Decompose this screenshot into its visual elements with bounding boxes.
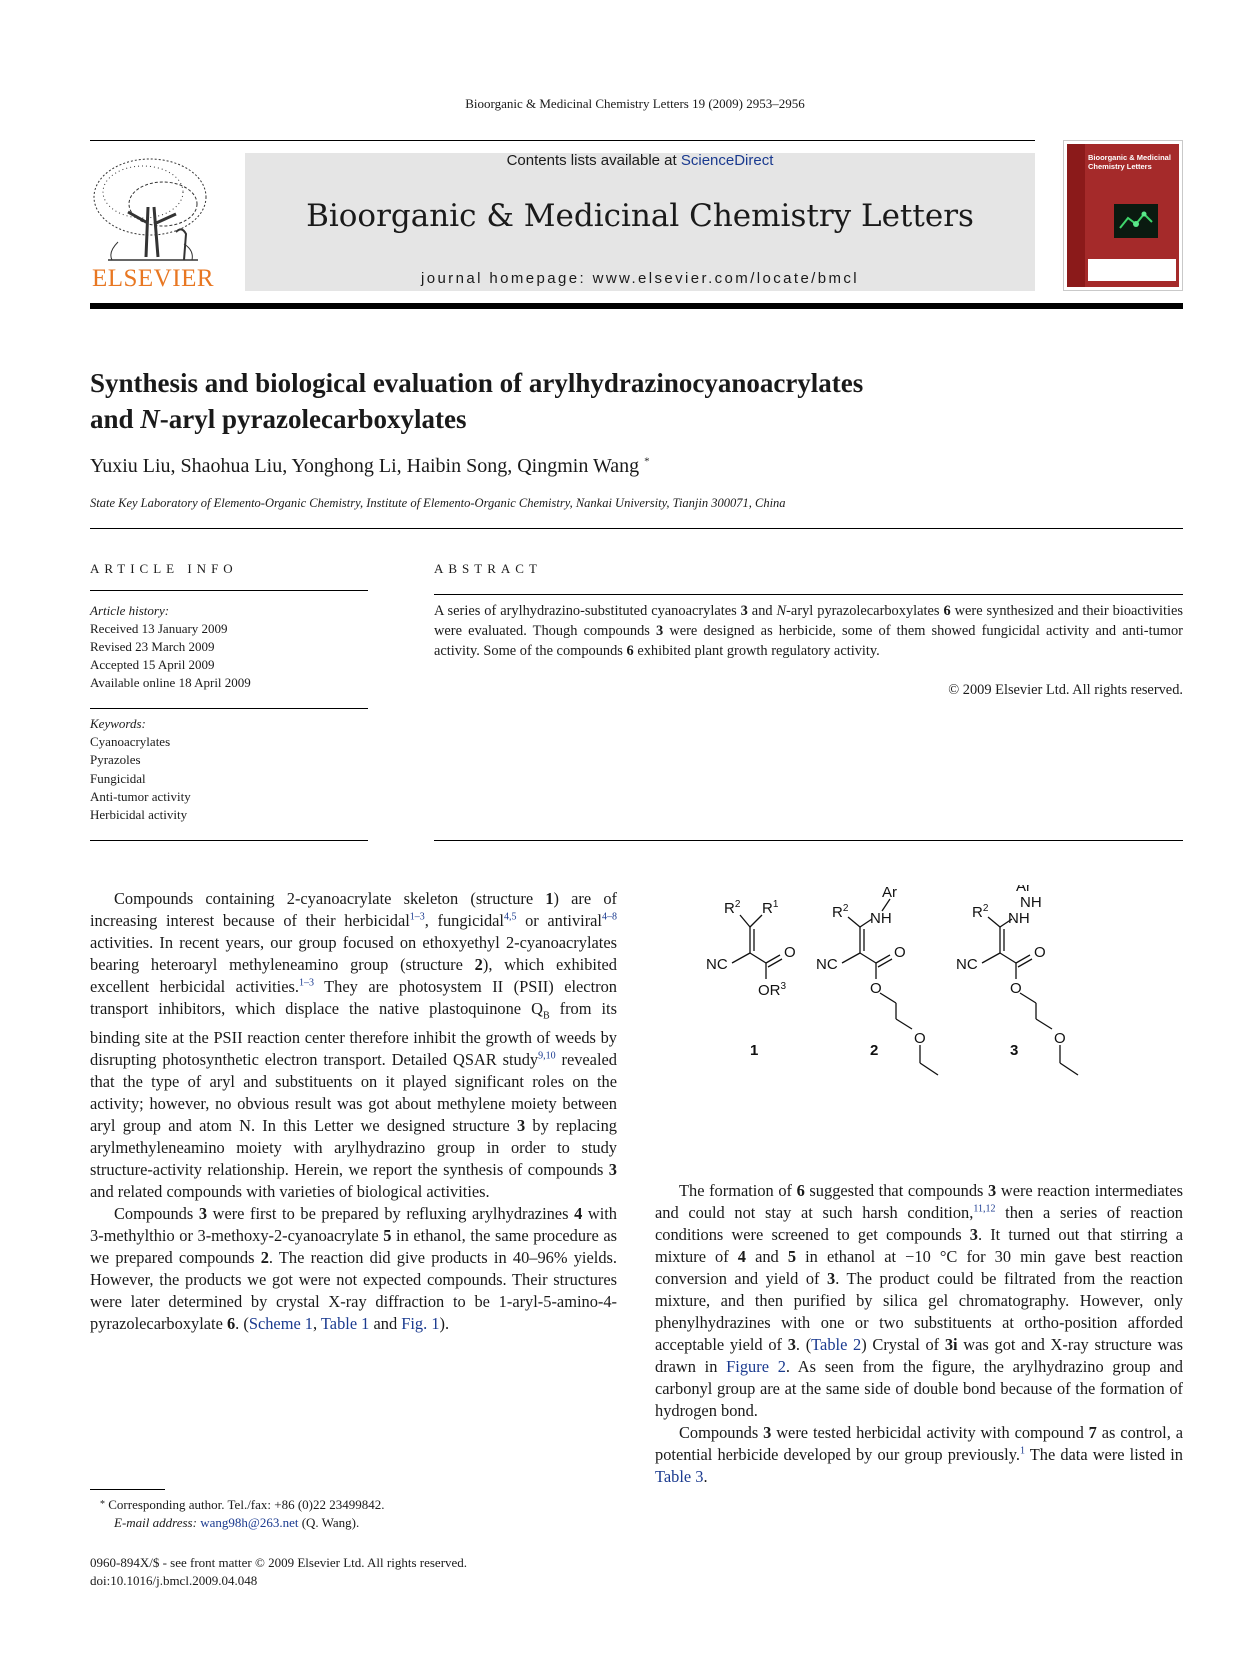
contents-label: Contents lists available at <box>506 152 681 169</box>
atom-o: O <box>870 980 882 997</box>
atom-o: O <box>914 1030 926 1047</box>
keywords-label: Keywords: <box>90 716 146 731</box>
atom-r2: $R^2$ <box>724 899 741 917</box>
elsevier-logo[interactable] <box>88 152 218 292</box>
history-accepted: Accepted 15 April 2009 <box>90 657 215 672</box>
elsevier-wordmark: ELSEVIER <box>91 265 215 292</box>
atom-r2: $R^2$ <box>972 903 989 921</box>
atom-o: O <box>1010 980 1022 997</box>
footnote-text: Corresponding author. Tel./fax: +86 (0)22 23499842. <box>108 1497 385 1512</box>
cover-footer <box>1088 259 1176 281</box>
corresponding-author-mark[interactable]: * <box>644 455 650 468</box>
atom-o: O <box>784 944 796 961</box>
table-2-link[interactable]: Table 2 <box>811 1335 862 1354</box>
atom-r1: $R^1$ <box>762 899 779 917</box>
journal-homepage[interactable]: journal homepage: www.elsevier.com/locate/bmcl <box>420 270 860 287</box>
abstract-copyright: © 2009 Elsevier Ltd. All rights reserved. <box>948 682 1183 698</box>
atom-o: O <box>894 944 906 961</box>
keyword-item: Cyanoacrylates <box>90 734 171 750</box>
author-list <box>90 455 650 478</box>
body-right-column <box>655 1180 1183 1488</box>
history-online: Available online 18 April 2009 <box>90 675 251 690</box>
scheme-1-link[interactable]: Scheme 1 <box>248 1314 314 1334</box>
abstract-rule-bottom <box>434 840 1183 841</box>
structure-label-1: 1 <box>750 1042 759 1059</box>
journal-title: Bioorganic & Medicinal Chemistry Letters <box>306 198 974 234</box>
atom-o: O <box>1054 1030 1066 1047</box>
citation-link[interactable]: 4,5 <box>503 911 517 923</box>
fig-1-link[interactable]: Fig. 1 <box>401 1314 440 1334</box>
article-info-heading: ARTICLE INFO <box>90 561 238 576</box>
citation-link[interactable]: 1–3 <box>409 911 425 923</box>
history-received: Received 13 January 2009 <box>90 621 228 636</box>
molecule-icon <box>1114 204 1158 238</box>
top-rule <box>90 140 1035 141</box>
atom-o: O <box>1034 944 1046 961</box>
article-history <box>90 602 251 692</box>
header-thick-rule <box>90 303 1183 309</box>
citation-link[interactable]: 11,12 <box>973 1203 996 1215</box>
structure-label-2: 2 <box>870 1042 879 1059</box>
doi-line[interactable]: doi:10.1016/j.bmcl.2009.04.048 <box>90 1573 258 1588</box>
keyword-item: Anti-tumor activity <box>90 788 191 804</box>
title-rest: -aryl pyrazolecarboxylates <box>159 404 467 434</box>
article-title <box>90 365 1090 437</box>
footnote-rule <box>90 1489 165 1490</box>
atom-r2: $R^2$ <box>832 903 849 921</box>
article-info-rule-mid <box>90 708 368 709</box>
footnote-mark: * <box>100 1499 105 1510</box>
body-left-column <box>90 888 617 1335</box>
keyword-item: Herbicidal activity <box>90 807 188 823</box>
atom-ar: Ar <box>1016 885 1031 895</box>
title-rule <box>90 528 1183 529</box>
abstract-rule-top <box>434 594 1183 595</box>
atom-or3: $OR^3$ <box>758 981 787 999</box>
title-line1: Synthesis and biological evaluation of arylhydrazinocyanoacrylates <box>90 368 864 398</box>
atom-nc: NC <box>816 956 838 973</box>
body-paragraph: Compounds 3 were tested herbicidal activity with compound 7 as control, a potential herbicide developed by our group previously.$^1$ The data were listed in Table 3. <box>655 1423 1184 1486</box>
affiliation: State Key Laboratory of Elemento-Organic Chemistry, Institute of Elemento-Organic Chemistry, Nankai University, Tianjin 300071, China <box>90 496 786 510</box>
atom-nc: NC <box>706 956 728 973</box>
citation-link[interactable]: 1 <box>1019 1445 1025 1457</box>
cover-spine <box>1067 144 1085 287</box>
abstract-text: A series of arylhydrazino-substituted cyanoacrylates 3 and N-aryl pyrazolecarboxylates 6 were synthesized and their bioactivities were evaluated. Though compounds 3 were designed as herbicide, some of them showed fungicidal activity and anti-tumor activity. Some of the compounds 6 exhibited plant growth regulatory activity. <box>434 603 1183 659</box>
corresponding-author-footnote <box>90 1496 385 1532</box>
atom-nh: NH <box>870 910 892 927</box>
email-label: E-mail address: <box>114 1515 201 1530</box>
structures-svg <box>700 885 1140 1105</box>
atom-nh: NH <box>1008 910 1030 927</box>
email-link[interactable]: wang98h@263.net <box>200 1515 299 1530</box>
cover-title-line2: Chemistry Letters <box>1088 162 1152 171</box>
structure-label-3: 3 <box>1010 1042 1019 1059</box>
abstract-heading: ABSTRACT <box>434 561 542 576</box>
title-italic-n: N <box>140 404 160 434</box>
table-3-link[interactable]: Table 3 <box>655 1467 704 1486</box>
atom-nh: NH <box>1020 894 1042 911</box>
keyword-item: Fungicidal <box>90 770 146 786</box>
email-suffix: (Q. Wang). <box>298 1515 360 1530</box>
history-label: Article history: <box>90 603 170 618</box>
authors-text: Yuxiu Liu, Shaohua Liu, Yonghong Li, Haibin Song, Qingmin Wang <box>90 455 640 477</box>
chemical-structures-figure <box>700 885 1140 1105</box>
cover-title <box>1088 153 1178 171</box>
keyword-item: Pyrazoles <box>90 752 141 768</box>
table-1-link[interactable]: Table 1 <box>320 1314 370 1334</box>
issn-line: 0960-894X/$ - see front matter © 2009 Elsevier Ltd. All rights reserved. <box>90 1555 468 1570</box>
history-revised: Revised 23 March 2009 <box>90 639 215 654</box>
body-paragraph: Compounds 3 were first to be prepared by refluxing arylhydrazines 4 with 3-methylthio or 3-methoxy-2-cyanoacrylate 5 in ethanol, the same procedure as we prepared compounds 2. The reaction did give products in 40–96% yields. However, the products we got were not expected compounds. Their structures were later determined by crystal X-ray diffraction to be 1-aryl-5-amino-4-pyrazolecarboxylate 6. (Scheme 1, Table 1 and Fig. 1). <box>90 1204 617 1334</box>
citation-link[interactable]: 4–8 <box>601 911 617 923</box>
figure-2-link[interactable]: Figure 2 <box>726 1357 786 1376</box>
citation-link[interactable]: 9,10 <box>538 1050 556 1062</box>
article-info-rule-bottom <box>90 840 368 841</box>
front-matter <box>90 1554 467 1590</box>
body-paragraph: The formation of 6 suggested that compounds 3 were reaction intermediates and could not stay at such harsh condition,$^{11,12}$ then a series of reaction conditions were screened to get compounds 3. It turned out that stirring a mixture of 4 and 5 in ethanol at −10 °C for 30 min gave best reaction conversion and yield of 3. The product could be filtrated from the reaction mixture, and then purified by silica gel chromatography. However, only phenylhydrazines with one or two substituents at ortho-position afforded acceptable yield of 3. (Table 2) Crystal of 3i was got and X-ray structure was drawn in Figure 2. As seen from the figure, the arylhydrazino group and carbonyl group are at the same side of double bond because of the formation of hydrogen bond. <box>655 1181 1184 1420</box>
sciencedirect-link[interactable]: ScienceDirect <box>680 152 774 169</box>
keywords <box>90 715 191 824</box>
title-and: and <box>90 404 141 434</box>
article-info-rule-top <box>90 590 368 591</box>
atom-nc: NC <box>956 956 978 973</box>
running-head: Bioorganic & Medicinal Chemistry Letters 19 (2009) 2953–2956 <box>465 96 805 111</box>
body-paragraph: Compounds containing 2-cyanoacrylate skeleton (structure 1) are of increasing interest because of their herbicidal$^{1-3}$, fungicidal$^{4,5}$ or antiviral$^{4-8}$ activities. In recent years, our group focused on ethoxyethyl 2-cyanoacrylates bearing heteroaryl methyleneamino group (structure 2), which exhibited excellent herbicidal activities.$^{1-3}$ They are photosystem II (PSII) electron transport inhibitors, which displace the native plastoquinone $Q_B$ from its binding site at the PSII reaction center therefore inhibit the growth of weeds by disrupting photosynthetic electron transport. Detailed QSAR study$^{9,10}$ revealed that the type of aryl and substituents on it played significant roles on the activity; however, no obvious result was got about methylene moiety between aryl group and atom N. In this Letter we designed structure 3 by replacing arylmethyleneamino moiety with arylhydrazino group in order to study structure-activity relationship. Herein, we report the synthesis of compounds 3 and related compounds with varieties of biological activities. <box>90 889 617 1202</box>
contents-line <box>245 152 1035 169</box>
atom-ar: Ar <box>882 885 897 901</box>
citation-link[interactable]: 1–3 <box>298 977 314 989</box>
title-line2 <box>90 401 1090 437</box>
journal-cover[interactable] <box>1063 140 1183 291</box>
cover-title-line1: Bioorganic & Medicinal <box>1088 153 1171 162</box>
cover-molecule-image <box>1114 204 1158 238</box>
